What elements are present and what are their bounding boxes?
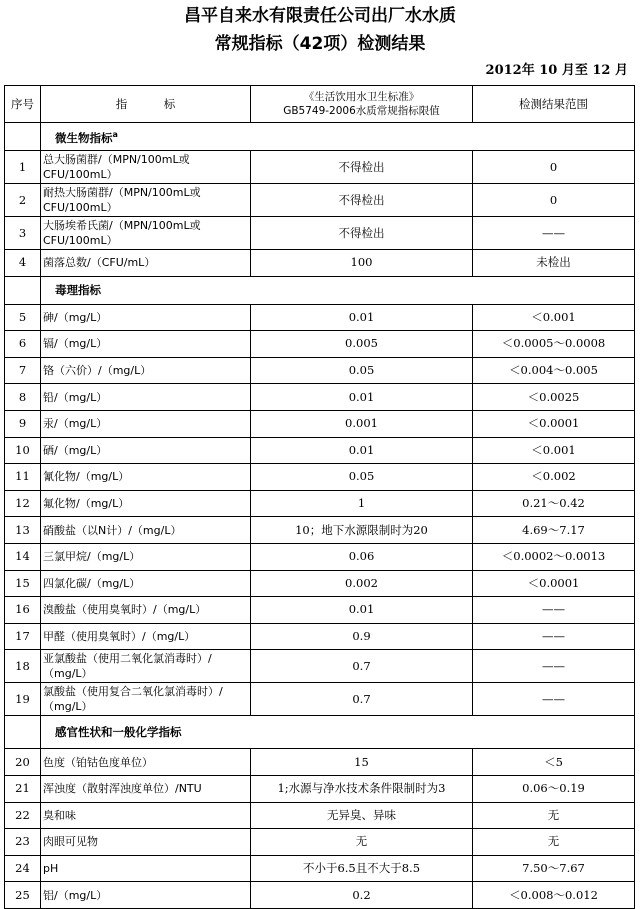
row-limit: 0.06 bbox=[251, 543, 473, 570]
row-limit: 1;水源与净水技术条件限制时为3 bbox=[251, 775, 473, 802]
row-indicator: 亚氯酸盐（使用二氧化氯消毒时）/（mg/L） bbox=[41, 650, 251, 683]
table-row bbox=[5, 304, 635, 331]
row-number: 17 bbox=[5, 623, 41, 650]
row-limit: 0.7 bbox=[251, 650, 473, 683]
row-result: 0.06～0.19 bbox=[473, 775, 635, 802]
table-row bbox=[5, 802, 635, 829]
section-row bbox=[5, 716, 635, 749]
row-number: 3 bbox=[5, 217, 41, 250]
table-row bbox=[5, 464, 635, 491]
row-number: 25 bbox=[5, 882, 41, 909]
row-limit: 0.2 bbox=[251, 882, 473, 909]
row-limit: 无异臭、异味 bbox=[251, 802, 473, 829]
header-standard bbox=[251, 86, 473, 123]
table-row bbox=[5, 855, 635, 882]
row-result: ＜0.001 bbox=[473, 437, 635, 464]
section-seq-cell bbox=[5, 716, 41, 749]
row-indicator: 氯酸盐（使用复合二氧化氯消毒时）/（mg/L） bbox=[41, 683, 251, 716]
row-indicator: 硒/（mg/L） bbox=[41, 437, 251, 464]
row-indicator: pH bbox=[41, 855, 251, 882]
table-row bbox=[5, 683, 635, 716]
row-limit: 100 bbox=[251, 250, 473, 277]
table-row bbox=[5, 543, 635, 570]
row-result: 0 bbox=[473, 184, 635, 217]
row-limit: 无 bbox=[251, 829, 473, 856]
section-title-text: 感官性状和一般化学指标 bbox=[55, 724, 182, 739]
row-limit: 不得检出 bbox=[251, 217, 473, 250]
row-number: 14 bbox=[5, 543, 41, 570]
table-row bbox=[5, 490, 635, 517]
section-title bbox=[41, 123, 635, 151]
row-limit: 0.002 bbox=[251, 570, 473, 597]
row-result: ＜0.002 bbox=[473, 464, 635, 491]
row-number: 22 bbox=[5, 802, 41, 829]
row-result: —— bbox=[473, 623, 635, 650]
row-limit: 0.01 bbox=[251, 384, 473, 411]
row-result: —— bbox=[473, 650, 635, 683]
row-number: 9 bbox=[5, 410, 41, 437]
row-result: ＜0.0025 bbox=[473, 384, 635, 411]
row-indicator: 镉/（mg/L） bbox=[41, 331, 251, 358]
row-indicator: 总大肠菌群/（MPN/100mL或CFU/100mL） bbox=[41, 151, 251, 184]
row-number: 10 bbox=[5, 437, 41, 464]
row-limit: 0.9 bbox=[251, 623, 473, 650]
table-row bbox=[5, 517, 635, 544]
row-result: ＜0.0001 bbox=[473, 410, 635, 437]
row-number: 16 bbox=[5, 597, 41, 624]
header-seq: 序号 bbox=[5, 86, 41, 123]
row-result: —— bbox=[473, 597, 635, 624]
row-limit: 0.01 bbox=[251, 437, 473, 464]
row-limit: 0.001 bbox=[251, 410, 473, 437]
table-row bbox=[5, 217, 635, 250]
row-result: ＜0.008～0.012 bbox=[473, 882, 635, 909]
row-limit: 0.01 bbox=[251, 304, 473, 331]
row-indicator: 大肠埃希氏菌/（MPN/100mL或CFU/100mL） bbox=[41, 217, 251, 250]
row-limit: 不得检出 bbox=[251, 184, 473, 217]
row-number: 4 bbox=[5, 250, 41, 277]
section-seq-cell bbox=[5, 123, 41, 151]
row-number: 19 bbox=[5, 683, 41, 716]
row-number: 15 bbox=[5, 570, 41, 597]
table-row bbox=[5, 184, 635, 217]
section-title bbox=[41, 716, 635, 749]
row-number: 18 bbox=[5, 650, 41, 683]
row-indicator: 肉眼可见物 bbox=[41, 829, 251, 856]
row-indicator: 耐热大肠菌群/（MPN/100mL或CFU/100mL） bbox=[41, 184, 251, 217]
row-indicator: 砷/（mg/L） bbox=[41, 304, 251, 331]
table-header-row bbox=[5, 86, 635, 123]
row-number: 5 bbox=[5, 304, 41, 331]
row-limit: 0.005 bbox=[251, 331, 473, 358]
row-indicator: 汞/（mg/L） bbox=[41, 410, 251, 437]
row-limit: 0.05 bbox=[251, 357, 473, 384]
row-result: 7.50～7.67 bbox=[473, 855, 635, 882]
row-result: 未检出 bbox=[473, 250, 635, 277]
row-result: ＜0.0005～0.0008 bbox=[473, 331, 635, 358]
row-limit: 0.7 bbox=[251, 683, 473, 716]
row-indicator: 氟化物/（mg/L） bbox=[41, 490, 251, 517]
row-result: 0.21～0.42 bbox=[473, 490, 635, 517]
table-row bbox=[5, 775, 635, 802]
row-number: 1 bbox=[5, 151, 41, 184]
row-result: 无 bbox=[473, 829, 635, 856]
header-result: 检测结果范围 bbox=[473, 86, 635, 123]
row-number: 20 bbox=[5, 749, 41, 776]
row-indicator: 三氯甲烷/（mg/L） bbox=[41, 543, 251, 570]
row-number: 2 bbox=[5, 184, 41, 217]
table-row bbox=[5, 151, 635, 184]
table-row bbox=[5, 331, 635, 358]
row-indicator: 四氯化碳/（mg/L） bbox=[41, 570, 251, 597]
row-result: ＜5 bbox=[473, 749, 635, 776]
row-indicator: 臭和味 bbox=[41, 802, 251, 829]
report-title-line2: 常规指标（42项）检测结果 bbox=[214, 34, 426, 54]
section-seq-cell bbox=[5, 276, 41, 304]
section-title-text: 微生物指标 bbox=[55, 130, 113, 145]
row-limit: 不小于6.5且不大于8.5 bbox=[251, 855, 473, 882]
row-result: —— bbox=[473, 683, 635, 716]
table-row bbox=[5, 384, 635, 411]
table-row bbox=[5, 597, 635, 624]
row-number: 23 bbox=[5, 829, 41, 856]
section-row bbox=[5, 123, 635, 151]
row-indicator: 铬（六价）/（mg/L） bbox=[41, 357, 251, 384]
row-number: 24 bbox=[5, 855, 41, 882]
header-standard-line1: 《生活饮用水卫生标准》 bbox=[303, 91, 420, 103]
table-row bbox=[5, 357, 635, 384]
table-row bbox=[5, 250, 635, 277]
row-indicator: 硝酸盐（以N计）/（mg/L） bbox=[41, 517, 251, 544]
row-number: 7 bbox=[5, 357, 41, 384]
row-number: 12 bbox=[5, 490, 41, 517]
row-result: 无 bbox=[473, 802, 635, 829]
row-limit: 不得检出 bbox=[251, 151, 473, 184]
row-number: 6 bbox=[5, 331, 41, 358]
water-quality-table bbox=[4, 85, 635, 909]
row-result: ＜0.0001 bbox=[473, 570, 635, 597]
row-limit: 10；地下水源限制时为20 bbox=[251, 517, 473, 544]
table-row bbox=[5, 570, 635, 597]
section-row bbox=[5, 276, 635, 304]
row-indicator: 铅/（mg/L） bbox=[41, 384, 251, 411]
row-result: ＜0.004～0.005 bbox=[473, 357, 635, 384]
row-limit: 1 bbox=[251, 490, 473, 517]
row-indicator: 色度（铂钴色度单位） bbox=[41, 749, 251, 776]
row-result: —— bbox=[473, 217, 635, 250]
row-number: 8 bbox=[5, 384, 41, 411]
table-row bbox=[5, 623, 635, 650]
row-result: ＜0.001 bbox=[473, 304, 635, 331]
header-indicator: 指 标 bbox=[41, 86, 251, 123]
section-title-footnote: a bbox=[112, 130, 118, 140]
row-number: 13 bbox=[5, 517, 41, 544]
table-row bbox=[5, 829, 635, 856]
row-indicator: 溴酸盐（使用臭氧时）/（mg/L） bbox=[41, 597, 251, 624]
row-number: 11 bbox=[5, 464, 41, 491]
report-date: 2012年 10 月至 12 月 bbox=[485, 63, 628, 78]
row-indicator: 铝/（mg/L） bbox=[41, 882, 251, 909]
table-row bbox=[5, 749, 635, 776]
row-limit: 0.05 bbox=[251, 464, 473, 491]
row-number: 21 bbox=[5, 775, 41, 802]
report-title-line1: 昌平自来水有限责任公司出厂水水质 bbox=[184, 6, 456, 26]
row-result: 0 bbox=[473, 151, 635, 184]
row-indicator: 浑浊度（散射浑浊度单位）/NTU bbox=[41, 775, 251, 802]
row-indicator: 菌落总数/（CFU/mL） bbox=[41, 250, 251, 277]
header-standard-line2: GB5749-2006水质常规指标限值 bbox=[283, 105, 440, 117]
section-title bbox=[41, 276, 635, 304]
row-indicator: 甲醛（使用臭氧时）/（mg/L） bbox=[41, 623, 251, 650]
row-indicator: 氰化物/（mg/L） bbox=[41, 464, 251, 491]
row-result: 4.69～7.17 bbox=[473, 517, 635, 544]
table-row bbox=[5, 410, 635, 437]
table-row bbox=[5, 882, 635, 909]
section-title-text: 毒理指标 bbox=[55, 282, 101, 297]
row-limit: 0.01 bbox=[251, 597, 473, 624]
row-result: ＜0.0002～0.0013 bbox=[473, 543, 635, 570]
table-row bbox=[5, 650, 635, 683]
row-limit: 15 bbox=[251, 749, 473, 776]
table-row bbox=[5, 437, 635, 464]
